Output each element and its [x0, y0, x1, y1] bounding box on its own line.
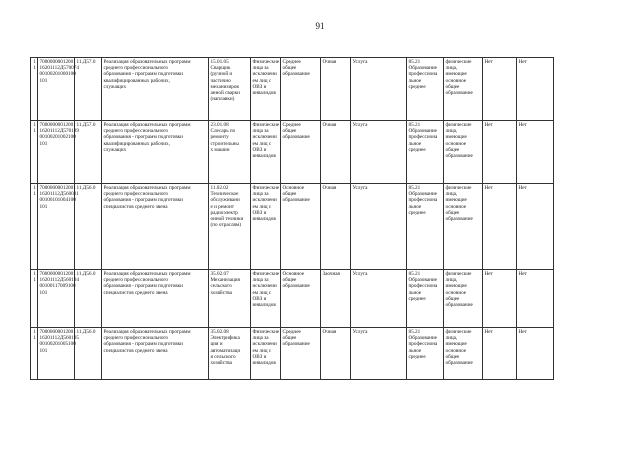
service-line: среднего профессионального	[103, 191, 169, 198]
specialty-cell	[209, 184, 251, 270]
type-cell: Услуга	[351, 121, 407, 184]
registry-code-line: 00100117009100	[39, 283, 76, 290]
registry-code-line: 101	[39, 347, 48, 354]
category-line: инвалидов	[252, 90, 276, 97]
service-line: образования - программ подготовки	[103, 283, 183, 290]
specialty-line: 11.02.02	[210, 185, 229, 191]
consumer-line: общее	[445, 295, 460, 302]
specialty-line: 35.02.07	[210, 271, 229, 277]
category-line: Физические	[252, 329, 280, 335]
flag1-cell: Нет	[483, 121, 517, 184]
table-row	[31, 270, 607, 328]
service-line: квалифицированных рабочих,	[103, 77, 170, 84]
consumer-cell	[444, 270, 483, 328]
row-number: 11	[31, 121, 38, 184]
specialty-line: х машин	[210, 146, 230, 153]
table-row	[31, 58, 607, 121]
level-line: образование	[282, 283, 310, 290]
service-line: Реализация образовательных программ	[103, 329, 191, 335]
category-line: ОВЗ и	[252, 146, 267, 153]
registry-table	[30, 57, 607, 380]
form-cell: Очная	[321, 184, 351, 270]
group-line: среднее	[408, 83, 426, 90]
service-line: среднего профессионального	[103, 335, 169, 342]
consumer-line: имеющие	[445, 134, 467, 141]
registry-code-line: 00100201005100	[39, 341, 76, 348]
consumer-line: образование	[445, 302, 473, 309]
group-line: среднее	[408, 209, 426, 216]
consumer-cell	[444, 184, 483, 270]
category-line: исключени	[252, 71, 277, 78]
category-line: ОВЗ и	[252, 295, 267, 302]
registry-code-line: 16201112Д560195	[39, 335, 79, 342]
category-line: инвалидов	[252, 216, 276, 223]
specialty-line: Техническое	[210, 191, 239, 198]
group-line: 85.21	[408, 185, 421, 191]
consumer-line: образование	[445, 90, 473, 97]
category-line: Физические	[252, 271, 280, 277]
consumer-line: основное	[445, 203, 467, 210]
service-name-cell	[102, 58, 209, 121]
service-name-cell	[102, 121, 209, 184]
consumer-line: основное	[445, 77, 467, 84]
level-cell	[281, 270, 321, 328]
service-line: специалистов среднего звена	[103, 347, 168, 354]
group-line: профессиона	[408, 197, 438, 204]
category-line: исключени	[252, 341, 277, 348]
specialty-line: обслуживани	[210, 197, 240, 204]
specialty-line: строительны	[210, 140, 239, 147]
category-line: ем лиц с	[252, 203, 272, 210]
consumer-line: лица,	[445, 277, 458, 284]
flag1-cell: Нет	[483, 58, 517, 121]
service-line: среднего профессионального	[103, 128, 169, 135]
specialty-line: хозяйства	[210, 289, 232, 296]
form-cell: Очная	[321, 58, 351, 121]
specialty-line: автоматизаци	[210, 347, 241, 354]
type-cell: Услуга	[351, 184, 407, 270]
group-line: льное	[408, 289, 422, 296]
group-cell	[407, 121, 444, 184]
service-line: среднего профессионального	[103, 65, 169, 72]
specialty-line: частично	[210, 77, 231, 84]
consumer-line: лица,	[445, 191, 458, 198]
group-cell	[407, 270, 444, 328]
specialty-line: Электрифика	[210, 335, 240, 342]
registry-code-line: 70000000012001	[39, 271, 76, 277]
service-line: Реализация образовательных программ	[103, 59, 191, 65]
service-line: служащих	[103, 83, 127, 90]
registry-code-line: 70000000012001	[39, 185, 76, 191]
specialty-line: ция и	[210, 341, 223, 348]
registry-code-line: 101	[39, 77, 48, 84]
group-line: среднее	[408, 295, 426, 302]
consumer-line: имеющие	[445, 283, 467, 290]
service-name-cell	[102, 328, 209, 380]
type-cell: Услуга	[351, 58, 407, 121]
category-cell	[251, 58, 281, 121]
flag2-cell: Нет	[517, 328, 554, 380]
group-line: льное	[408, 140, 422, 147]
registry-code-line: 16201112Д570189	[39, 128, 79, 135]
category-line: ОВЗ и	[252, 209, 267, 216]
category-line: Физические	[252, 122, 280, 128]
group-cell	[407, 328, 444, 380]
category-line: инвалидов	[252, 360, 276, 367]
consumer-line: физические	[445, 271, 472, 277]
category-line: Физические	[252, 59, 280, 65]
type-cell: Услуга	[351, 270, 407, 328]
category-line: лица за	[252, 191, 269, 198]
form-cell: Очная	[321, 121, 351, 184]
category-cell	[251, 121, 281, 184]
level-cell	[281, 184, 321, 270]
consumer-line: общее	[445, 209, 460, 216]
group-line: среднее	[408, 146, 426, 153]
service-name-cell	[102, 270, 209, 328]
category-line: ОВЗ и	[252, 83, 267, 90]
category-cell	[251, 328, 281, 380]
consumer-line: образование	[445, 153, 473, 160]
group-line: 85.21	[408, 329, 421, 335]
registry-code-line: 16201112Д560031	[39, 191, 79, 198]
consumer-line: физические	[445, 185, 472, 191]
group-line: Образование	[408, 277, 437, 284]
level-line: Основное	[282, 185, 305, 191]
registry-code-line: 16201112Д560194	[39, 277, 79, 284]
group-cell	[407, 58, 444, 121]
level-line: Среднее	[282, 122, 301, 128]
category-line: инвалидов	[252, 302, 276, 309]
consumer-line: лица,	[445, 65, 458, 72]
registry-code-line: 00100201002100	[39, 134, 76, 141]
registry-code-cell	[38, 184, 79, 270]
category-line: лица за	[252, 128, 269, 135]
consumer-line: общее	[445, 353, 460, 360]
service-line: образования - программ подготовки	[103, 197, 183, 204]
consumer-line: образование	[445, 360, 473, 367]
registry-code-cell	[38, 270, 79, 328]
group-line: профессиона	[408, 283, 438, 290]
consumer-line: имеющие	[445, 71, 467, 78]
registry-code-line: 16201112Д570074	[39, 65, 79, 72]
specialty-line: радиоэлектр	[210, 209, 238, 216]
level-cell	[281, 58, 321, 121]
consumer-line: основное	[445, 140, 467, 147]
level-line: общее	[282, 65, 297, 72]
category-line: ем лиц с	[252, 77, 272, 84]
category-line: исключени	[252, 283, 277, 290]
form-cell: Заочная	[321, 270, 351, 328]
category-line: исключени	[252, 197, 277, 204]
consumer-cell	[444, 328, 483, 380]
table-row	[31, 121, 607, 184]
group-line: Образование	[408, 128, 437, 135]
group-cell	[407, 184, 444, 270]
consumer-line: физические	[445, 329, 472, 335]
group-line: Образование	[408, 65, 437, 72]
flag2-cell: Нет	[517, 184, 554, 270]
service-line: специалистов среднего звена	[103, 203, 168, 210]
specialty-line: сельского	[210, 283, 232, 290]
row-number: 11	[31, 58, 38, 121]
category-cell	[251, 184, 281, 270]
consumer-line: основное	[445, 289, 467, 296]
specialty-line: (ручной и	[210, 71, 233, 78]
service-line: Реализация образовательных программ	[103, 271, 191, 277]
specialty-line: 15.01.05	[210, 59, 229, 65]
category-cell	[251, 270, 281, 328]
okved-cell: 11.Д57.0	[75, 58, 102, 121]
type-cell: Услуга	[351, 328, 407, 380]
specialty-line: (наплавки)	[210, 96, 235, 103]
level-line: образование	[282, 71, 310, 78]
specialty-line: ремонту	[210, 134, 229, 141]
service-line: среднего профессионального	[103, 277, 169, 284]
category-line: лица за	[252, 277, 269, 284]
consumer-cell	[444, 58, 483, 121]
consumer-line: лица,	[445, 128, 458, 135]
specialty-cell	[209, 58, 251, 121]
table-row	[31, 184, 607, 270]
flag2-cell: Нет	[517, 58, 554, 121]
consumer-line: общее	[445, 146, 460, 153]
level-cell	[281, 328, 321, 380]
consumer-cell	[444, 121, 483, 184]
table-row	[31, 328, 607, 380]
registry-code-line: 70000000012001	[39, 122, 76, 128]
level-line: общее	[282, 128, 297, 135]
consumer-line: основное	[445, 347, 467, 354]
row-number: 11	[31, 184, 38, 270]
specialty-line: Слесарь по	[210, 128, 236, 135]
level-cell	[281, 121, 321, 184]
row-number: 11	[31, 328, 38, 380]
consumer-line: образование	[445, 216, 473, 223]
registry-code-line: 70000000012001	[39, 59, 76, 65]
service-line: служащих	[103, 146, 127, 153]
group-line: 85.21	[408, 59, 421, 65]
specialty-line: анной сварки	[210, 90, 240, 97]
flag2-cell: Нет	[517, 270, 554, 328]
service-line: образования - программ подготовки	[103, 71, 183, 78]
registry-code-line: 101	[39, 289, 48, 296]
specialty-line: (по отраслям)	[210, 222, 241, 229]
registry-code-line: 101	[39, 140, 48, 147]
specialty-line: хозяйства	[210, 360, 232, 367]
registry-code-line: 00100101004100	[39, 197, 76, 204]
category-line: исключени	[252, 134, 277, 141]
level-line: общее	[282, 191, 297, 198]
registry-code-cell	[38, 121, 79, 184]
flag1-cell: Нет	[483, 328, 517, 380]
group-line: профессиона	[408, 71, 438, 78]
row-number: 11	[31, 270, 38, 328]
group-line: 85.21	[408, 122, 421, 128]
registry-code-line: 101	[39, 203, 48, 210]
level-line: Среднее	[282, 329, 301, 335]
specialty-line: 23.01.08	[210, 122, 229, 128]
specialty-line: е и ремонт	[210, 203, 234, 210]
consumer-line: физические	[445, 59, 472, 65]
group-line: льное	[408, 347, 422, 354]
flag1-cell: Нет	[483, 184, 517, 270]
specialty-line: онной техники	[210, 216, 244, 223]
group-line: профессиона	[408, 341, 438, 348]
service-line: Реализация образовательных программ	[103, 185, 191, 191]
level-line: Основное	[282, 271, 305, 277]
registry-rows	[31, 58, 607, 380]
specialty-line: Сварщик	[210, 65, 231, 72]
service-line: образования - программ подготовки	[103, 134, 183, 141]
category-line: лица за	[252, 335, 269, 342]
level-line: общее	[282, 335, 297, 342]
group-line: Образование	[408, 335, 437, 342]
level-line: общее	[282, 277, 297, 284]
consumer-line: имеющие	[445, 197, 467, 204]
consumer-line: имеющие	[445, 341, 467, 348]
service-line: специалистов среднего звена	[103, 289, 168, 296]
specialty-cell	[209, 328, 251, 380]
consumer-line: физические	[445, 122, 472, 128]
group-line: льное	[408, 203, 422, 210]
specialty-line: я сельского	[210, 353, 236, 360]
flag2-cell: Нет	[517, 121, 554, 184]
category-line: ОВЗ и	[252, 353, 267, 360]
registry-code-cell	[38, 328, 79, 380]
level-line: образование	[282, 341, 310, 348]
category-line: ем лиц с	[252, 347, 272, 354]
category-line: ем лиц с	[252, 140, 272, 147]
service-line: Реализация образовательных программ	[103, 122, 191, 128]
okved-cell: 11.Д57.0	[75, 121, 102, 184]
service-line: образования - программ подготовки	[103, 341, 183, 348]
level-line: образование	[282, 134, 310, 141]
category-line: лица за	[252, 65, 269, 72]
registry-code-cell	[38, 58, 79, 121]
category-line: инвалидов	[252, 153, 276, 160]
registry-code-line: 70000000012001	[39, 329, 76, 335]
form-cell: Очная	[321, 328, 351, 380]
level-line: образование	[282, 197, 310, 204]
consumer-line: лица,	[445, 335, 458, 342]
okved-cell: 11.Д56.0	[75, 270, 102, 328]
service-line: квалифицированных рабочих,	[103, 140, 170, 147]
group-line: профессиона	[408, 134, 438, 141]
page-number: 91	[315, 21, 325, 31]
registry-code-line: 00100201000100	[39, 71, 76, 78]
specialty-line: механизиров	[210, 83, 239, 90]
group-line: Образование	[408, 191, 437, 198]
category-line: Физические	[252, 185, 280, 191]
specialty-cell	[209, 121, 251, 184]
service-name-cell	[102, 184, 209, 270]
group-line: льное	[408, 77, 422, 84]
specialty-line: 35.02.08	[210, 329, 229, 335]
flag1-cell: Нет	[483, 270, 517, 328]
group-line: 85.21	[408, 271, 421, 277]
okved-cell: 11.Д56.0	[75, 328, 102, 380]
category-line: ем лиц с	[252, 289, 272, 296]
specialty-cell	[209, 270, 251, 328]
level-line: Среднее	[282, 59, 301, 65]
consumer-line: общее	[445, 83, 460, 90]
specialty-line: Механизация	[210, 277, 240, 284]
group-line: среднее	[408, 353, 426, 360]
okved-cell: 11.Д56.0	[75, 184, 102, 270]
